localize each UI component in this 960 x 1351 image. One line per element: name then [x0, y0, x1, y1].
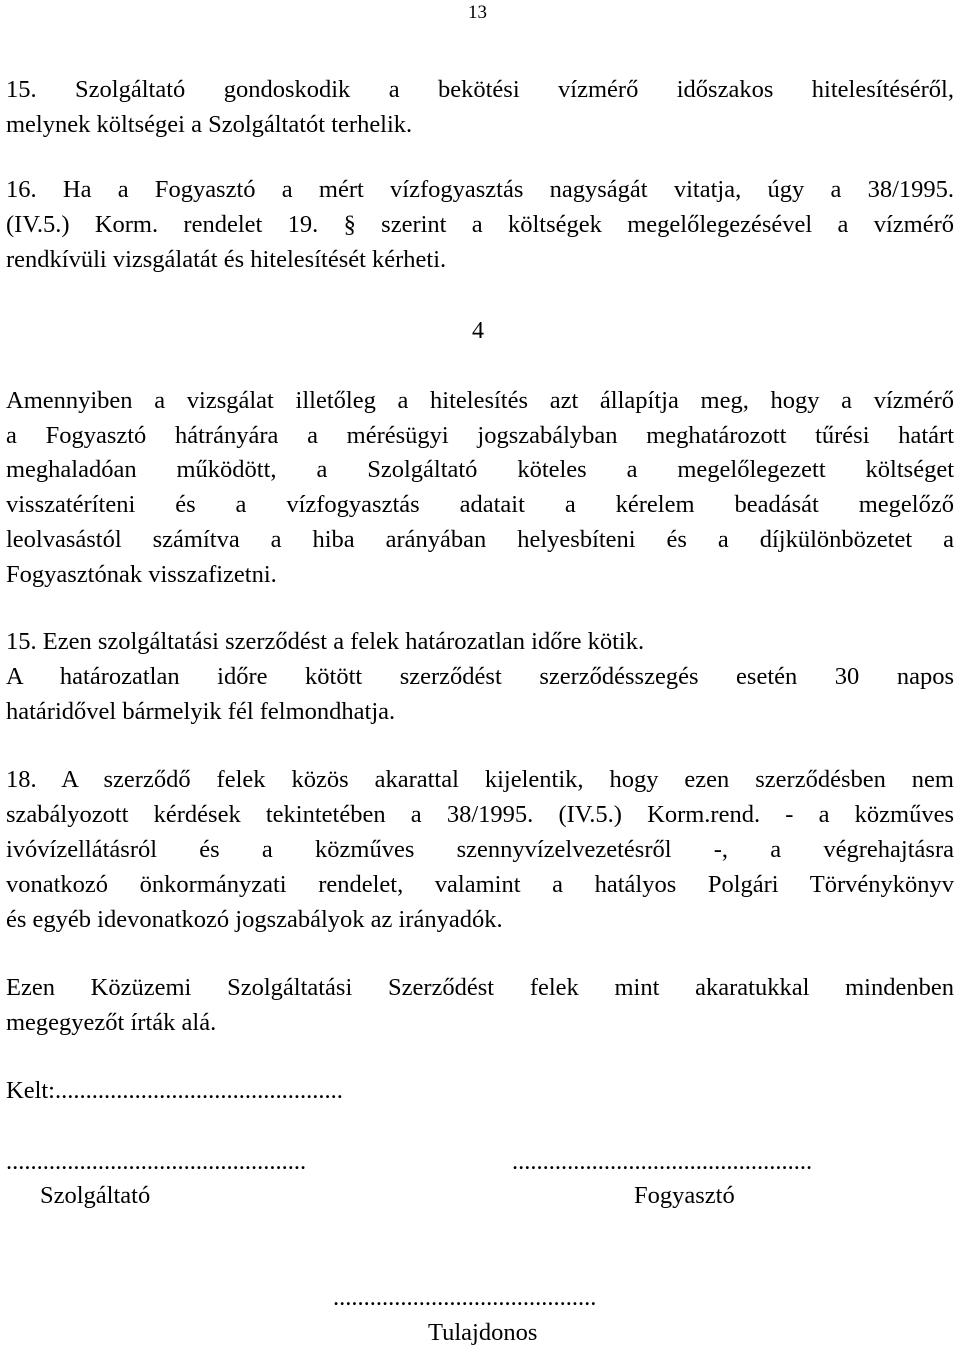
- text-line: Fogyasztónak visszafizetni.: [6, 561, 277, 588]
- text-line: és egyéb idevonatkozó jogszabályok az irányadók.: [6, 906, 503, 933]
- signature-line-right: .................................................: [512, 1148, 813, 1175]
- text-line: 18. A szerződő felek közös akarattal kijelentik, hogy ezen szerződésben nem: [6, 766, 954, 793]
- text-line: leolvasástól számítva a hiba arányában helyesbíteni és a díjkülönbözetet a: [6, 526, 954, 553]
- text-line: szabályozott kérdések tekintetében a 38/1995. (IV.5.) Korm.rend. - a közműves: [6, 801, 954, 828]
- page-number: 13: [468, 2, 487, 23]
- signatory-label-consumer: Fogyasztó: [634, 1182, 735, 1209]
- text-line: ivóvízellátásról és a közműves szennyvízelvezetésről -, a végrehajtásra: [6, 836, 954, 863]
- text-line: vonatkozó önkormányzati rendelet, valamint a hatályos Polgári Törvénykönyv: [6, 871, 954, 898]
- text-line: 15. Ezen szolgáltatási szerződést a felek határozatlan időre kötik.: [6, 628, 645, 655]
- text-line: határidővel bármelyik fél felmondhatja.: [6, 698, 396, 725]
- text-line: A határozatlan időre kötött szerződést szerződésszegés esetén 30 napos: [6, 663, 954, 690]
- kelt-line: Kelt:...............................................: [6, 1077, 343, 1104]
- signature-line-left: .................................................: [6, 1148, 307, 1175]
- text-line: melynek költségei a Szolgáltatót terhelik.: [6, 111, 413, 138]
- signatory-label-provider: Szolgáltató: [40, 1182, 151, 1209]
- text-line: 15. Szolgáltató gondoskodik a bekötési vízmérő időszakos hitelesítéséről,: [6, 76, 954, 103]
- text-line: meghaladóan működött, a Szolgáltató köteles a megelőlegezett költséget: [6, 456, 954, 483]
- text-line: megegyezőt írták alá.: [6, 1009, 217, 1036]
- text-line: (IV.5.) Korm. rendelet 19. § szerint a költségek megelőlegezésével a vízmérő: [6, 211, 954, 238]
- text-line: visszatéríteni és a vízfogyasztás adatait a kérelem beadását megelőző: [6, 491, 954, 518]
- text-line: a Fogyasztó hátrányára a mérésügyi jogszabályban meghatározott tűrési határt: [6, 422, 954, 449]
- section-marker: 4: [472, 318, 484, 344]
- text-line: 16. Ha a Fogyasztó a mért vízfogyasztás nagyságát vitatja, úgy a 38/1995.: [6, 176, 954, 203]
- text-line: Ezen Közüzemi Szolgáltatási Szerződést felek mint akaratukkal mindenben: [6, 974, 954, 1001]
- signature-line-owner: ...........................................: [333, 1284, 597, 1311]
- text-line: rendkívüli vizsgálatát és hitelesítését kérheti.: [6, 246, 447, 273]
- text-line: Amennyiben a vizsgálat illetőleg a hitelesítés azt állapítja meg, hogy a vízmérő: [6, 387, 954, 414]
- signatory-label-owner: Tulajdonos: [428, 1319, 538, 1346]
